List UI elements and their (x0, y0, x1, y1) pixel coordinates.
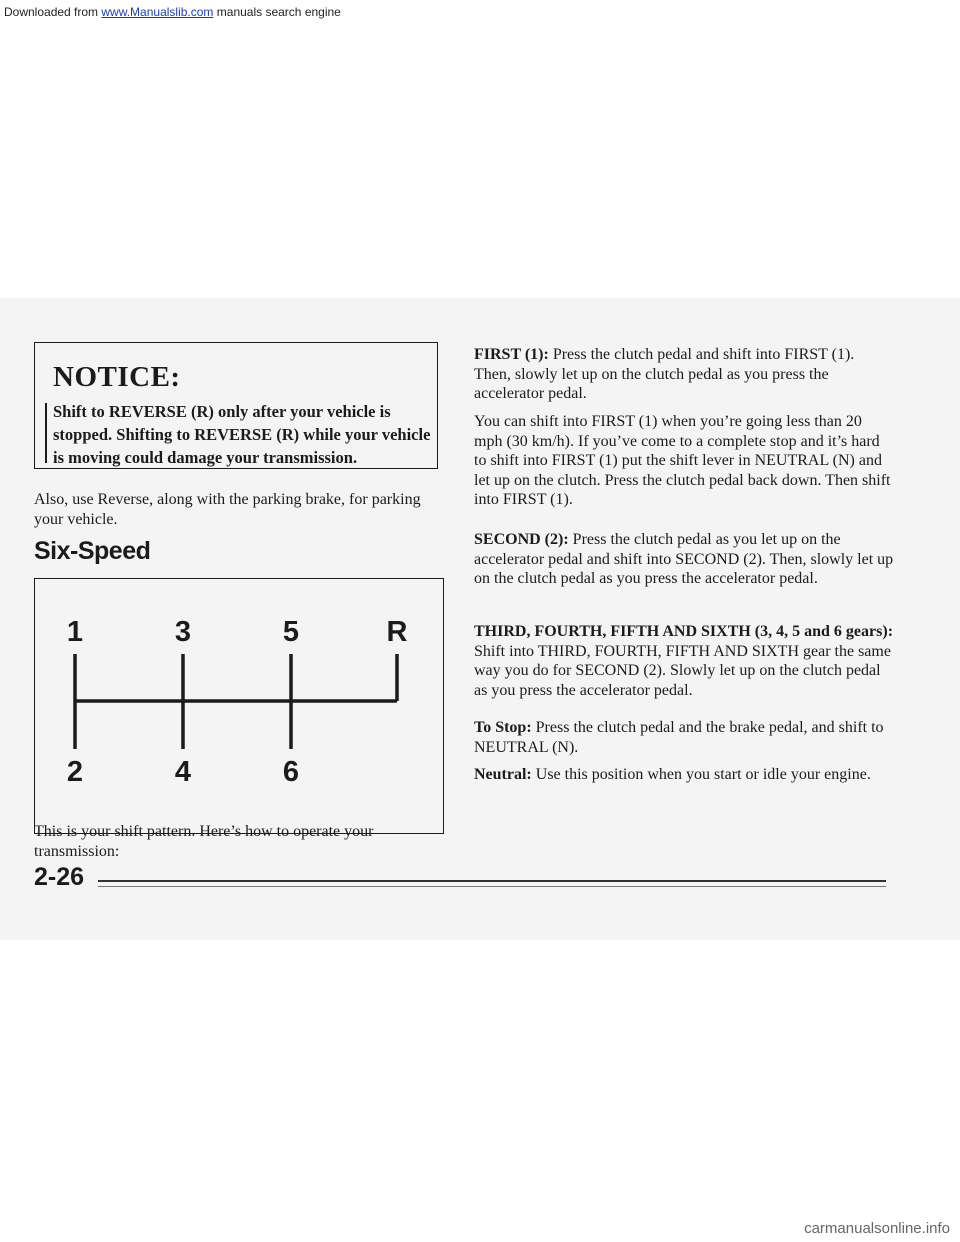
gear-4-label: 4 (174, 756, 192, 788)
first-paragraph (474, 345, 894, 404)
reverse-paragraph: Also, use Reverse, along with the parking brake, for parking your vehicle. (34, 491, 421, 528)
gear-2-label: 2 (66, 756, 84, 788)
third-paragraph (474, 622, 894, 700)
footer-rule (98, 880, 886, 882)
page-number: 2-26 (34, 863, 85, 891)
watermark-prefix: Downloaded from (4, 5, 102, 19)
notice-bar (45, 403, 47, 463)
second-label: SECOND (2): (474, 531, 569, 548)
shift-gate-lines (75, 654, 397, 749)
neutral-text: Use this position when you start or idle your engine. (531, 766, 871, 783)
first-more-paragraph: You can shift into FIRST (1) when you’re going less than 20 mph (30 km/h). If you’ve come to a complete stop and it’s hard to shift into FIRST (1) put the shift lever in NEUTRAL (N) and let up on the clutch. Press the clutch pedal back down. Then shift into FIRST (1). (474, 413, 891, 508)
shift-caption: This is your shift pattern. Here’s how to operate your transmission: (34, 823, 374, 860)
second-paragraph (474, 530, 894, 589)
shift-pattern-graphic (35, 579, 445, 835)
notice-body: Shift to REVERSE (R) only after your vehicle is stopped. Shifting to REVERSE (R) while your vehicle is moving could damage your transmission. (53, 402, 431, 467)
gear-6-label: 6 (282, 756, 300, 788)
gear-r-label: R (386, 616, 408, 648)
third-text: Shift into THIRD, FOURTH, FIFTH AND SIXTH gear the same way you do for SECOND (2). Slowly let up on the clutch pedal as you press the accelerator pedal. (474, 642, 891, 699)
second-text: Press the clutch pedal as you let up on the accelerator pedal and shift into SECOND (2). Then, slowly let up on the clutch pedal as you press the accelerator pedal. (474, 531, 894, 587)
first-label: FIRST (1): (474, 346, 549, 363)
shift-pattern-diagram (34, 578, 444, 834)
stop-paragraph (474, 718, 894, 757)
third-label: THIRD, FOURTH, FIFTH AND SIXTH (3, 4, 5 and 6 gears): (474, 623, 894, 640)
first-text: Press the clutch pedal and shift into FIRST (1). Then, slowly let up on the clutch pedal as you press the accelerator pedal. (474, 346, 855, 402)
section-title: Six-Speed (34, 537, 151, 565)
carmanuals-watermark: carmanualsonline.info (804, 1220, 950, 1237)
manualslib-link[interactable]: www.Manualslib.com (101, 5, 214, 19)
gear-3-label: 3 (174, 616, 192, 648)
gear-1-label: 1 (66, 616, 84, 648)
neutral-paragraph (474, 765, 894, 785)
gear-5-label: 5 (282, 616, 300, 648)
footer-rule-thin (98, 886, 886, 887)
download-watermark (4, 5, 341, 19)
stop-text: Press the clutch pedal and the brake pedal, and shift to NEUTRAL (N). (474, 719, 884, 756)
notice-heading: NOTICE: (53, 361, 181, 393)
stop-label: To Stop: (474, 719, 532, 736)
watermark-suffix: manuals search engine (213, 5, 341, 19)
notice-box (34, 342, 438, 469)
neutral-label: Neutral: (474, 766, 532, 783)
